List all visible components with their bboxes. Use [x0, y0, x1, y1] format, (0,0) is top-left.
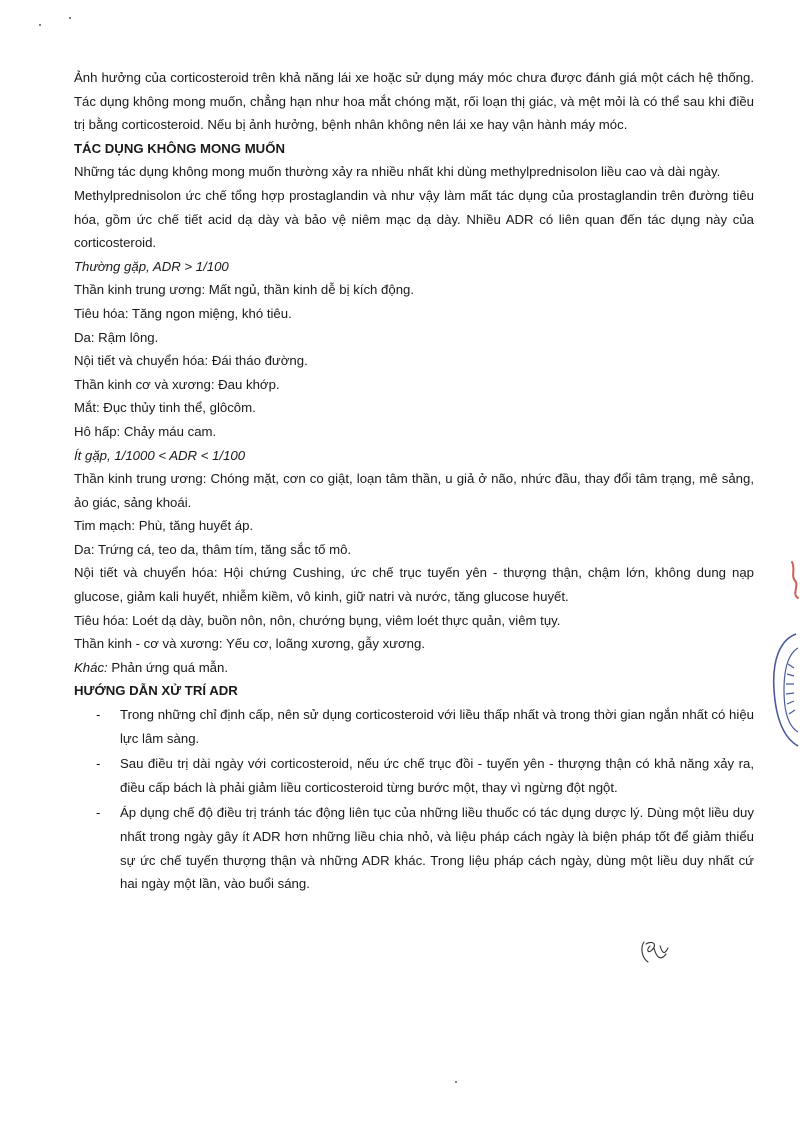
- other-effects-line: [74, 656, 754, 680]
- list-item: Hô hấp: Chảy máu cam.: [74, 423, 217, 439]
- scan-speck: [69, 17, 71, 19]
- guidance-item: [74, 801, 754, 895]
- list-item: Thần kinh trung ương: Chóng mặt, cơn co giật, loạn tâm thần, u giả ở não, nhức đầu, thay đổi tâm trạng, mê sảng, ảo giác, sảng khoái.: [74, 471, 754, 510]
- list-item: Tiêu hóa: Tăng ngon miệng, khó tiêu.: [74, 305, 292, 321]
- other-effects-label: Khác:: [74, 659, 108, 675]
- adverse-paragraph-2: Methylprednisolon ức chế tổng hợp prostaglandin và như vậy làm mất tác dụng của prostaglandin trên đường tiêu hóa, gồm ức chế tiết acid dạ dày và bảo vệ niêm mạc dạ dày. Nhiều ADR có liên quan đến tác dụng này của corticosteroid.: [74, 187, 754, 251]
- intro-paragraph: Ảnh hưởng của corticosteroid trên khả năng lái xe hoặc sử dụng máy móc chưa được đánh giá một cách hệ thống. Tác dụng không mong muốn, chẳng hạn như hoa mắt chóng mặt, rối loạn thị giác, và mệt mỏi là có thể sau khi điều trị bằng corticosteroid. Nếu bị ảnh hưởng, bệnh nhân không nên lái xe hay vận hành máy móc.: [74, 70, 754, 133]
- guidance-item-text: Áp dụng chế độ điều trị tránh tác động liên tục của những liều thuốc có tác dụng dược lý. Dùng một liều duy nhất trong ngày gây ít ADR hơn những liều chia nhỏ, và liệu pháp cách ngày là biện pháp tốt để giảm thiểu sự ức chế tuyến thượng thận và những ADR khác. Trong liệu pháp cách ngày, dùng một liều duy nhất cứ hai ngày một lần, vào buổi sáng.: [120, 805, 754, 892]
- other-effects-text: Phản ứng quá mẫn.: [107, 659, 229, 675]
- adverse-effects-heading: TÁC DỤNG KHÔNG MONG MUỐN: [74, 140, 285, 156]
- common-effects-list: [74, 278, 754, 443]
- uncommon-effects-list: [74, 467, 754, 656]
- list-item: Da: Trứng cá, teo da, thâm tím, tăng sắc tố mô.: [74, 541, 352, 557]
- guidance-list: [74, 703, 754, 896]
- red-stamp-fragment: [778, 560, 800, 600]
- list-item: Tiêu hóa: Loét dạ dày, buồn nôn, nôn, chướng bụng, viêm loét thực quản, viêm tụy.: [74, 612, 561, 628]
- list-item: Nội tiết và chuyển hóa: Hội chứng Cushing, ức chế trục tuyến yên - thượng thận, chậm lớn, không dung nạp glucose, giảm kali huyết, nhiễm kiềm, vô kinh, giữ natri và nước, tăng glucose huyết.: [74, 565, 754, 605]
- guidance-item-text: Sau điều trị dài ngày với corticosteroid, nếu ức chế trục đồi - tuyến yên - thượng thận có khả năng xảy ra, điều cấp bách là phải giảm liều corticosteroid từng bước một, thay vì ngừng đột ngột.: [120, 756, 754, 795]
- common-frequency-label: Thường gặp, ADR > 1/100: [74, 258, 229, 274]
- signature-mark: [636, 936, 672, 970]
- dash-bullet: -: [96, 805, 101, 821]
- list-item: Mắt: Đục thủy tinh thể, glôcôm.: [74, 400, 256, 416]
- uncommon-frequency-label: Ít gặp, 1/1000 < ADR < 1/100: [74, 447, 246, 463]
- list-item: Thần kinh - cơ và xương: Yếu cơ, loãng xương, gẫy xương.: [74, 636, 425, 652]
- guidance-item: [74, 752, 754, 799]
- scan-speck: [455, 1081, 457, 1083]
- list-item: Da: Rậm lông.: [74, 329, 159, 345]
- list-item: Thần kinh trung ương: Mất ngủ, thần kinh dễ bị kích động.: [74, 282, 415, 298]
- list-item: Thần kinh cơ và xương: Đau khớp.: [74, 376, 280, 392]
- scan-speck: [39, 24, 41, 26]
- dash-bullet: -: [96, 756, 101, 772]
- adr-guidance-heading: HƯỚNG DẪN XỬ TRÍ ADR: [74, 683, 238, 699]
- guidance-item: [74, 703, 754, 750]
- list-item: Tim mạch: Phù, tăng huyết áp.: [74, 518, 254, 534]
- adverse-paragraph-1: Những tác dụng không mong muốn thường xảy ra nhiều nhất khi dùng methylprednisolon liều cao và dài ngày.: [74, 164, 721, 180]
- guidance-item-text: Trong những chỉ định cấp, nên sử dụng corticosteroid với liều thấp nhất và trong thời gian ngắn nhất có hiệu lực lâm sàng.: [120, 707, 754, 746]
- list-item: Nội tiết và chuyển hóa: Đái tháo đường.: [74, 353, 308, 369]
- dash-bullet: -: [96, 707, 101, 723]
- official-stamp-fragment: [760, 630, 800, 750]
- document-body: [74, 66, 754, 898]
